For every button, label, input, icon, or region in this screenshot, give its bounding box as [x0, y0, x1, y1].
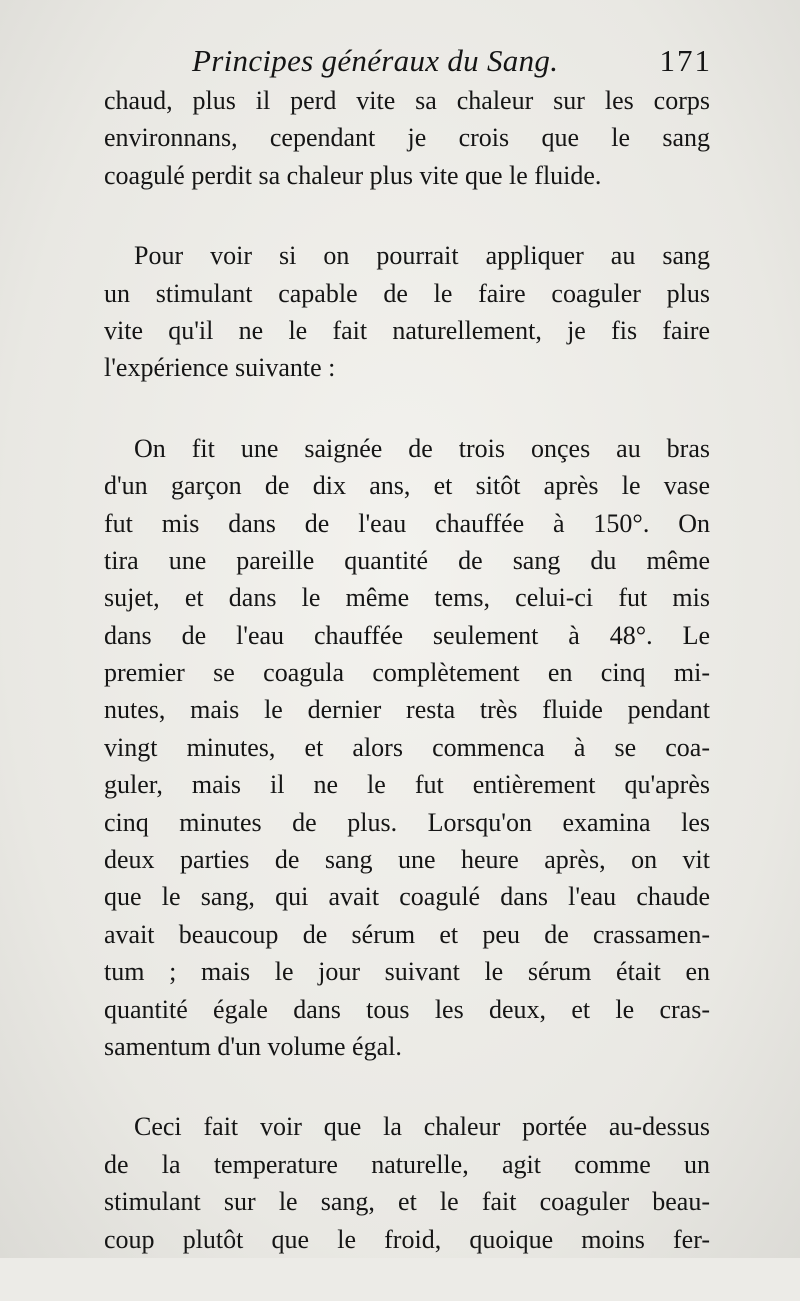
text-line: coup plutôt que le froid, quoique moins fer-	[104, 1224, 710, 1254]
text-line: chaud, plus il perd vite sa chaleur sur les corps	[104, 86, 710, 115]
text-line: premier se coagula complètement en cinq mi-	[104, 658, 710, 688]
text-line: cinq minutes de plus. Lorsqu'on examina les	[104, 807, 710, 837]
text-line: environnans, cependant je crois que le sang	[104, 123, 710, 153]
body-text	[104, 82, 710, 1301]
text-line: que le sang, qui avait coagulé dans l'eau chaude	[104, 882, 710, 912]
text-line: de la temperature naturelle, agit comme un	[104, 1149, 710, 1179]
text-line: nutes, mais le dernier resta très fluide pendant	[104, 695, 710, 725]
text-line: samentum d'un volume égal.	[104, 1031, 402, 1061]
page-number: 171	[659, 43, 712, 78]
text-line: vite qu'il ne le fait naturellement, je fis faire	[104, 315, 710, 345]
text-line: un stimulant capable de le faire coaguler plus	[104, 278, 710, 308]
text-line: fut mis dans de l'eau chauffée à 150°. On	[104, 508, 710, 538]
text-line: Pour voir si on pourrait appliquer au sang	[134, 241, 710, 271]
text-line: sujet, et dans le même tems, celui-ci fut mis	[104, 583, 710, 613]
text-line: guler, mais il ne le fut entièrement qu'après	[104, 770, 710, 800]
text-line: l'expérience suivante :	[104, 353, 336, 383]
paragraph-3	[104, 430, 710, 1066]
text-line: tira une pareille quantité de sang du même	[104, 545, 710, 575]
text-line: On fit une saignée de trois onçes au bras	[134, 433, 710, 463]
paragraph-4	[104, 1108, 710, 1258]
page-header	[100, 38, 712, 84]
paragraph-2	[104, 237, 710, 387]
paragraph-1	[104, 82, 710, 194]
text-line: quantité égale dans tous les deux, et le cras-	[104, 994, 710, 1024]
text-line: tum ; mais le jour suivant le sérum était en	[104, 957, 710, 987]
text-line: deux parties de sang une heure après, on vit	[104, 845, 710, 875]
text-line: coagulé perdit sa chaleur plus vite que le fluide.	[104, 160, 602, 190]
text-line: d'un garçon de dix ans, et sitôt après le vase	[104, 471, 710, 501]
text-line: stimulant sur le sang, et le fait coaguler beau-	[104, 1187, 710, 1217]
text-line: Ceci fait voir que la chaleur portée au-dessus	[134, 1112, 710, 1142]
text-line: vingt minutes, et alors commenca à se coa-	[104, 732, 710, 762]
running-title: Principes généraux du Sang.	[192, 43, 559, 78]
text-line: dans de l'eau chauffée seulement à 48°. Le	[104, 620, 710, 650]
text-line: avait beaucoup de sérum et peu de crassamen-	[104, 919, 710, 949]
